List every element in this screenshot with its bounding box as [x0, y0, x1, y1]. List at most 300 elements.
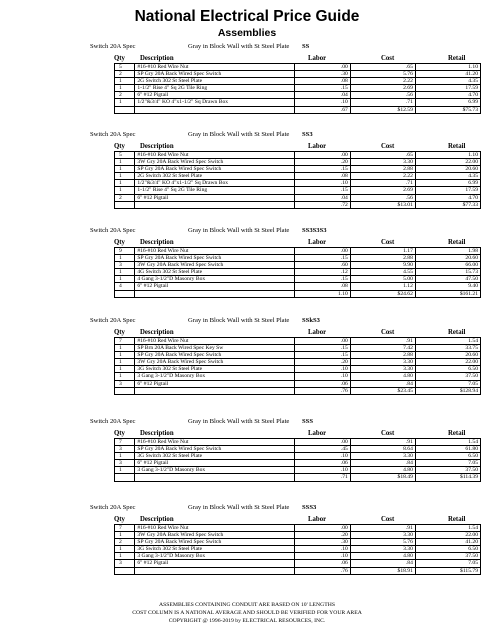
cell-cost: 3.30	[350, 532, 415, 539]
cell-qty: 1	[115, 352, 135, 359]
total-cost: $23.45	[350, 387, 415, 394]
cell-labor: .10	[294, 180, 350, 187]
table-row	[115, 338, 481, 345]
section-code: SSkS3	[302, 317, 320, 324]
section-code: SSS	[302, 418, 314, 425]
cell-qty: 2	[115, 194, 135, 201]
cell-qty: 2	[115, 539, 135, 546]
column-qty: Qty	[114, 55, 125, 62]
cell-cost: 5.00	[350, 276, 415, 283]
column-retail: Retail	[448, 430, 466, 437]
cell-retail: 37.50	[415, 467, 480, 474]
total-cost: $18.91	[350, 567, 415, 574]
cell-retail: 22.00	[415, 359, 480, 366]
column-cost: Cost	[381, 430, 395, 437]
footer-line: COPYRIGHT @ 1996-2019 by ELECTRICAL RESOURCES, INC.	[168, 618, 326, 624]
cell-qty: 1	[115, 366, 135, 373]
cell-qty: 1	[115, 345, 135, 352]
total-cost: $24.62	[350, 290, 415, 297]
section-code: SS	[302, 43, 310, 50]
cell-cost: .65	[350, 152, 415, 159]
cell-description: 1/2"&3/4" KO 4"x1-1/2" Sq Drawn Box	[135, 180, 295, 187]
table-row	[115, 71, 481, 78]
cell-retail: 20.60	[415, 352, 480, 359]
cell-description: 4G Switch 302 St Steel Plate	[135, 269, 295, 276]
cell-cost: .65	[350, 64, 415, 71]
cell-labor: .08	[294, 173, 350, 180]
cell-labor: .00	[294, 248, 350, 255]
section-description: Gray in Block Wall with St Steel Plate	[188, 317, 290, 324]
cell-labor: .20	[294, 532, 350, 539]
cell-qty: 1	[115, 255, 135, 262]
section-spec: Switch 20A Spec	[90, 317, 136, 324]
total-labor: .67	[294, 106, 350, 113]
cell-labor: .10	[294, 366, 350, 373]
cell-labor: .10	[294, 553, 350, 560]
cell-retail: 1.10	[415, 64, 480, 71]
footer-line: COST COLUMN IS A NATIONAL AVERAGE AND SHOULD BE VERIFIED FOR YOUR AREA	[132, 610, 362, 616]
total-labor: .76	[294, 567, 350, 574]
cell-cost: .71	[350, 180, 415, 187]
cell-labor: .00	[294, 152, 350, 159]
cell-qty: 1	[115, 546, 135, 553]
column-cost: Cost	[381, 516, 395, 523]
cell-labor: .10	[294, 546, 350, 553]
cell-cost: 3.30	[350, 359, 415, 366]
assembly-table	[114, 247, 481, 298]
column-labor: Labor	[308, 55, 327, 62]
assembly-table	[114, 337, 481, 395]
cell-retail: 1.98	[415, 248, 480, 255]
cell-blank	[115, 474, 135, 481]
assembly-table	[114, 438, 481, 482]
cell-labor: .20	[294, 159, 350, 166]
cell-qty: 1	[115, 269, 135, 276]
cell-qty: 1	[115, 173, 135, 180]
table-row	[115, 525, 481, 532]
cell-cost: 1.12	[350, 283, 415, 290]
cell-qty: 7	[115, 525, 135, 532]
total-cost: $12.59	[350, 106, 415, 113]
cell-qty: 1	[115, 187, 135, 194]
cell-qty: 1	[115, 373, 135, 380]
cell-description: 4 Gang 3-1/2"D Masonry Box	[135, 276, 295, 283]
column-description: Description	[140, 55, 174, 62]
cell-labor: .04	[294, 194, 350, 201]
table-row	[115, 373, 481, 380]
section-code: SSS3	[302, 504, 317, 511]
table-row	[115, 359, 481, 366]
cell-cost: .56	[350, 194, 415, 201]
table-row	[115, 262, 481, 269]
column-labor: Labor	[308, 430, 327, 437]
column-qty: Qty	[114, 143, 125, 150]
cell-labor: .04	[294, 92, 350, 99]
section-description: Gray in Block Wall with St Steel Plate	[188, 43, 290, 50]
cell-retail: 7.05	[415, 560, 480, 567]
cell-cost: 2.22	[350, 78, 415, 85]
cell-qty: 1	[115, 78, 135, 85]
total-cost: $18.49	[350, 474, 415, 481]
cell-labor: .15	[294, 345, 350, 352]
cell-retail: 66.00	[415, 262, 480, 269]
cell-blank	[115, 290, 135, 297]
total-labor: .76	[294, 387, 350, 394]
total-row	[115, 474, 481, 481]
total-row	[115, 567, 481, 574]
cell-labor: .10	[294, 99, 350, 106]
column-retail: Retail	[448, 239, 466, 246]
column-cost: Cost	[381, 239, 395, 246]
table-row	[115, 446, 481, 453]
cell-cost: 2.88	[350, 166, 415, 173]
table-row	[115, 99, 481, 106]
table-row	[115, 380, 481, 387]
cell-description: 3W Gry 20A Back Wired Spec Switch	[135, 262, 295, 269]
cell-cost: 2.69	[350, 85, 415, 92]
cell-cost: 7.42	[350, 345, 415, 352]
column-qty: Qty	[114, 516, 125, 523]
cell-retail: 1.54	[415, 525, 480, 532]
table-row	[115, 173, 481, 180]
cell-description: #16-#10 Red Wire Nut	[135, 338, 295, 345]
table-row	[115, 453, 481, 460]
cell-labor: .15	[294, 85, 350, 92]
assembly-table	[114, 524, 481, 575]
section-description: Gray in Block Wall with St Steel Plate	[188, 418, 290, 425]
cell-blank	[115, 201, 135, 208]
total-row	[115, 290, 481, 297]
total-retail: $161.21	[415, 290, 480, 297]
cell-retail: 6.50	[415, 366, 480, 373]
cell-description: 6" #12 Pigtail	[135, 194, 295, 201]
column-labor: Labor	[308, 516, 327, 523]
column-retail: Retail	[448, 516, 466, 523]
cell-blank	[135, 387, 295, 394]
cell-cost: 4.80	[350, 553, 415, 560]
cell-description: 3G Switch 302 St Steel Plate	[135, 453, 295, 460]
total-labor: 1.10	[294, 290, 350, 297]
cell-description: 3 Gang 3-1/2"D Masonry Box	[135, 553, 295, 560]
column-cost: Cost	[381, 143, 395, 150]
cell-description: 2G Switch 302 St Steel Plate	[135, 173, 295, 180]
table-row	[115, 187, 481, 194]
cell-description: #16-#10 Red Wire Nut	[135, 439, 295, 446]
cell-retail: 17.59	[415, 85, 480, 92]
table-row	[115, 180, 481, 187]
cell-qty: 7	[115, 338, 135, 345]
column-qty: Qty	[114, 329, 125, 336]
cell-description: 3W Gry 20A Back Wired Spec Switch	[135, 359, 295, 366]
cell-cost: .84	[350, 460, 415, 467]
table-row	[115, 532, 481, 539]
cell-cost: .91	[350, 439, 415, 446]
cell-retail: 20.60	[415, 255, 480, 262]
cell-cost: 2.88	[350, 255, 415, 262]
cell-labor: .06	[294, 560, 350, 567]
cell-retail: 6.50	[415, 546, 480, 553]
cell-retail: 4.35	[415, 173, 480, 180]
cell-blank	[115, 567, 135, 574]
cell-retail: 1.10	[415, 152, 480, 159]
column-retail: Retail	[448, 329, 466, 336]
table-row	[115, 439, 481, 446]
cell-labor: .10	[294, 467, 350, 474]
cell-description: 3G Switch 302 St Steel Plate	[135, 546, 295, 553]
cell-retail: 20.60	[415, 166, 480, 173]
cell-qty: 3	[115, 560, 135, 567]
cell-retail: 22.00	[415, 159, 480, 166]
cell-description: 6" #12 Pigtail	[135, 92, 295, 99]
cell-retail: 4.35	[415, 78, 480, 85]
cell-labor: .00	[294, 338, 350, 345]
cell-description: 1-1/2" Rise 4" Sq 2G Tile Ring	[135, 85, 295, 92]
total-retail: $114.39	[415, 474, 480, 481]
cell-retail: 41.20	[415, 539, 480, 546]
cell-labor: .10	[294, 453, 350, 460]
cell-labor: .00	[294, 525, 350, 532]
cell-qty: 7	[115, 439, 135, 446]
cell-cost: 5.76	[350, 71, 415, 78]
total-retail: $128.94	[415, 387, 480, 394]
cell-qty: 5	[115, 64, 135, 71]
cell-description: SP Gry 20A Back Wired Spec Switch	[135, 352, 295, 359]
cell-retail: 61.80	[415, 446, 480, 453]
cell-retail: 6.99	[415, 180, 480, 187]
table-row	[115, 269, 481, 276]
table-row	[115, 78, 481, 85]
cell-description: SP Brn 20A Back Wired Spec Key Sw	[135, 345, 295, 352]
table-row	[115, 546, 481, 553]
cell-description: 6" #12 Pigtail	[135, 560, 295, 567]
page-title: National Electrical Price Guide	[134, 8, 360, 25]
cell-cost: .91	[350, 338, 415, 345]
cell-qty: 2	[115, 71, 135, 78]
section-description: Gray in Block Wall with St Steel Plate	[188, 131, 290, 138]
cell-labor: .15	[294, 276, 350, 283]
cell-description: 3W Gry 20A Back Wired Spec Switch	[135, 532, 295, 539]
column-description: Description	[140, 143, 174, 150]
cell-qty: 3	[115, 262, 135, 269]
total-labor: .72	[294, 201, 350, 208]
section-spec: Switch 20A Spec	[90, 43, 136, 50]
cell-retail: 4.70	[415, 92, 480, 99]
cell-labor: .12	[294, 269, 350, 276]
total-retail: $77.33	[415, 201, 480, 208]
cell-description: SP Gry 20A Back Wired Spec Switch	[135, 446, 295, 453]
cell-cost: 3.30	[350, 366, 415, 373]
cell-description: 6" #12 Pigtail	[135, 460, 295, 467]
cell-description: 3 Gang 3-1/2"D Masonry Box	[135, 467, 295, 474]
cell-description: SP Gry 20A Back Wired Spec Switch	[135, 255, 295, 262]
cell-qty: 1	[115, 453, 135, 460]
cell-qty: 9	[115, 248, 135, 255]
cell-cost: 8.64	[350, 446, 415, 453]
cell-labor: .06	[294, 460, 350, 467]
column-description: Description	[140, 430, 174, 437]
cell-qty: 1	[115, 180, 135, 187]
cell-description: 3G Switch 302 St Steel Plate	[135, 366, 295, 373]
footer-line: ASSEMBLIES CONTAINING CONDUIT ARE BASED ON 10' LENGTHS	[159, 602, 335, 608]
section-description: Gray in Block Wall with St Steel Plate	[188, 504, 290, 511]
cell-labor: .15	[294, 352, 350, 359]
cell-labor: .08	[294, 283, 350, 290]
cell-description: 1/2"&3/4" KO 4"x1-1/2" Sq Drawn Box	[135, 99, 295, 106]
cell-labor: .15	[294, 166, 350, 173]
column-description: Description	[140, 239, 174, 246]
table-row	[115, 460, 481, 467]
cell-qty: 3	[115, 460, 135, 467]
cell-description: 6" #12 Pigtail	[135, 283, 295, 290]
cell-labor: .06	[294, 380, 350, 387]
table-row	[115, 194, 481, 201]
cell-retail: 37.50	[415, 553, 480, 560]
table-row	[115, 366, 481, 373]
cell-description: 3 Gang 3-1/2"D Masonry Box	[135, 373, 295, 380]
page-subtitle: Assemblies	[217, 27, 277, 39]
cell-description: 6" #12 Pigtail	[135, 380, 295, 387]
table-row	[115, 560, 481, 567]
cell-qty: 1	[115, 359, 135, 366]
table-row	[115, 467, 481, 474]
cell-labor: .45	[294, 446, 350, 453]
cell-retail: 7.05	[415, 460, 480, 467]
cell-description: SP Gry 20A Back Wired Spec Switch	[135, 539, 295, 546]
cell-cost: 4.80	[350, 467, 415, 474]
cell-description: #16-#10 Red Wire Nut	[135, 152, 295, 159]
table-row	[115, 283, 481, 290]
cell-retail: 41.20	[415, 71, 480, 78]
column-qty: Qty	[114, 239, 125, 246]
table-row	[115, 248, 481, 255]
cell-description: 3W Gry 20A Back Wired Spec Switch	[135, 159, 295, 166]
cell-labor: .00	[294, 64, 350, 71]
cell-cost: 3.30	[350, 453, 415, 460]
cell-retail: 37.50	[415, 373, 480, 380]
cell-cost: 4.80	[350, 373, 415, 380]
cell-retail: 17.59	[415, 187, 480, 194]
column-retail: Retail	[448, 143, 466, 150]
cell-qty: 1	[115, 276, 135, 283]
cell-description: #16-#10 Red Wire Nut	[135, 525, 295, 532]
column-description: Description	[140, 516, 174, 523]
cell-qty: 1	[115, 166, 135, 173]
assembly-table	[114, 63, 481, 114]
cell-qty: 3	[115, 380, 135, 387]
cell-cost: 5.76	[350, 539, 415, 546]
cell-blank	[115, 106, 135, 113]
table-row	[115, 345, 481, 352]
total-cost: $13.01	[350, 201, 415, 208]
column-qty: Qty	[114, 430, 125, 437]
cell-cost: .91	[350, 525, 415, 532]
cell-qty: 1	[115, 99, 135, 106]
cell-qty: 1	[115, 159, 135, 166]
table-row	[115, 85, 481, 92]
cell-description: SP Gry 20A Back Wired Spec Switch	[135, 71, 295, 78]
total-retail: $75.73	[415, 106, 480, 113]
table-row	[115, 539, 481, 546]
cell-cost: .56	[350, 92, 415, 99]
cell-cost: .71	[350, 99, 415, 106]
column-labor: Labor	[308, 143, 327, 150]
cell-labor: .30	[294, 71, 350, 78]
cell-retail: 22.00	[415, 532, 480, 539]
cell-blank	[135, 106, 295, 113]
column-cost: Cost	[381, 329, 395, 336]
total-row	[115, 387, 481, 394]
cell-cost: .84	[350, 380, 415, 387]
cell-labor: .15	[294, 187, 350, 194]
cell-blank	[135, 567, 295, 574]
cell-qty: 5	[115, 152, 135, 159]
cell-qty: 1	[115, 532, 135, 539]
cell-description: #16-#10 Red Wire Nut	[135, 64, 295, 71]
cell-cost: 3.30	[350, 159, 415, 166]
cell-cost: 2.22	[350, 173, 415, 180]
cell-retail: 9.40	[415, 283, 480, 290]
column-labor: Labor	[308, 329, 327, 336]
section-description: Gray in Block Wall with St Steel Plate	[188, 227, 290, 234]
section-code: SS3S3S3	[302, 227, 327, 234]
cell-labor: .30	[294, 539, 350, 546]
cell-qty: 1	[115, 553, 135, 560]
table-row	[115, 64, 481, 71]
cell-retail: 1.54	[415, 338, 480, 345]
table-row	[115, 276, 481, 283]
cell-blank	[115, 387, 135, 394]
total-retail: $115.79	[415, 567, 480, 574]
cell-description: SP Gry 20A Back Wired Spec Switch	[135, 166, 295, 173]
cell-labor: .08	[294, 78, 350, 85]
cell-qty: 3	[115, 446, 135, 453]
cell-cost: 9.90	[350, 262, 415, 269]
cell-cost: 4.55	[350, 269, 415, 276]
column-cost: Cost	[381, 55, 395, 62]
cell-retail: 6.50	[415, 453, 480, 460]
cell-description: 2G Switch 302 St Steel Plate	[135, 78, 295, 85]
cell-retail: 7.05	[415, 380, 480, 387]
table-row	[115, 152, 481, 159]
cell-retail: 47.50	[415, 276, 480, 283]
cell-labor: .00	[294, 439, 350, 446]
cell-blank	[135, 290, 295, 297]
cell-retail: 1.54	[415, 439, 480, 446]
total-labor: .71	[294, 474, 350, 481]
table-row	[115, 166, 481, 173]
section-spec: Switch 20A Spec	[90, 131, 136, 138]
cell-retail: 33.75	[415, 345, 480, 352]
table-row	[115, 553, 481, 560]
cell-cost: 2.69	[350, 187, 415, 194]
section-code: SS3	[302, 131, 313, 138]
total-row	[115, 106, 481, 113]
cell-cost: 2.88	[350, 352, 415, 359]
column-description: Description	[140, 329, 174, 336]
cell-cost: .84	[350, 560, 415, 567]
cell-description: #16-#10 Red Wire Nut	[135, 248, 295, 255]
cell-blank	[135, 474, 295, 481]
cell-retail: 15.73	[415, 269, 480, 276]
assembly-table	[114, 151, 481, 209]
cell-qty: 2	[115, 92, 135, 99]
cell-labor: .15	[294, 255, 350, 262]
cell-blank	[135, 201, 295, 208]
section-spec: Switch 20A Spec	[90, 227, 136, 234]
cell-description: 1-1/2" Rise 4" Sq 2G Tile Ring	[135, 187, 295, 194]
cell-qty: 1	[115, 467, 135, 474]
table-row	[115, 255, 481, 262]
